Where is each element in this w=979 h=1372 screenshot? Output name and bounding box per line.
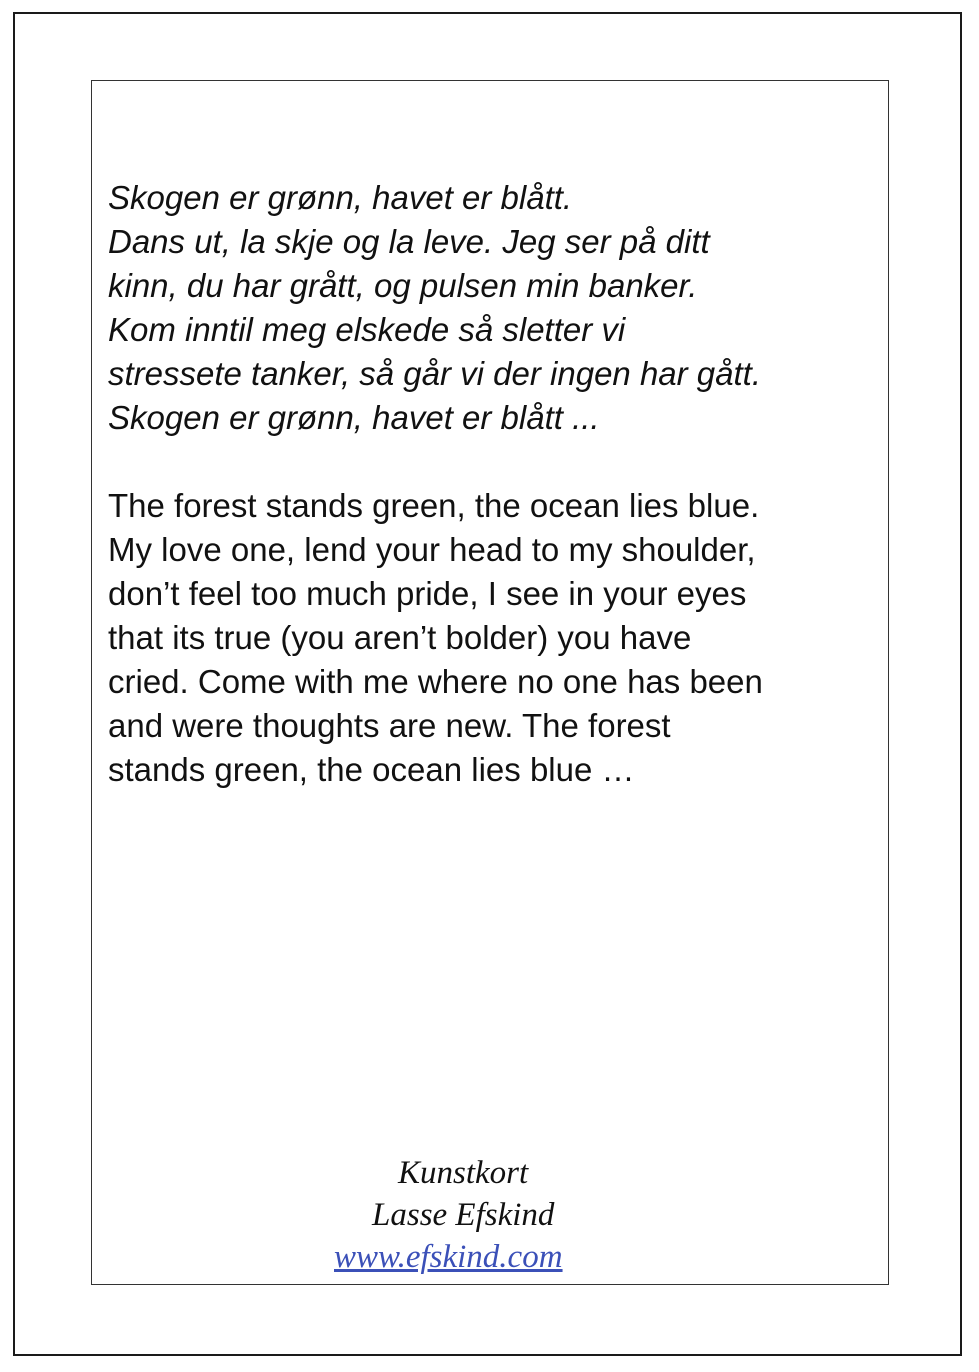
artist-name: Lasse Efskind (372, 1197, 555, 1233)
card-footer (300, 1152, 680, 1278)
poem-line: My love one, lend your head to my shoulder, (108, 531, 756, 568)
norwegian-poem (108, 176, 878, 440)
poem-line: stressete tanker, så går vi der ingen har gått. (108, 355, 762, 392)
english-poem (108, 484, 878, 792)
poem-line: Kom inntil meg elskede så sletter vi (108, 311, 626, 348)
poem-line: Skogen er grønn, havet er blått. (108, 179, 573, 216)
poem-line: The forest stands green, the ocean lies blue. (108, 487, 760, 524)
website-link-text[interactable]: www.efskind.com (334, 1239, 563, 1275)
poem-line: stands green, the ocean lies blue … (108, 751, 635, 788)
poem-line: kinn, du har grått, og pulsen min banker. (108, 267, 698, 304)
poem-line: that its true (you aren’t bolder) you have (108, 619, 692, 656)
website-link[interactable] (300, 1236, 680, 1278)
poem-line: Dans ut, la skje og la leve. Jeg ser på ditt (108, 223, 710, 260)
poem-line: and were thoughts are new. The forest (108, 707, 671, 744)
poem-line: cried. Come with me where no one has been (108, 663, 763, 700)
poem-line: don’t feel too much pride, I see in your eyes (108, 575, 747, 612)
footer-label: Kunstkort (398, 1155, 529, 1191)
poem-line: Skogen er grønn, havet er blått ... (108, 399, 600, 436)
